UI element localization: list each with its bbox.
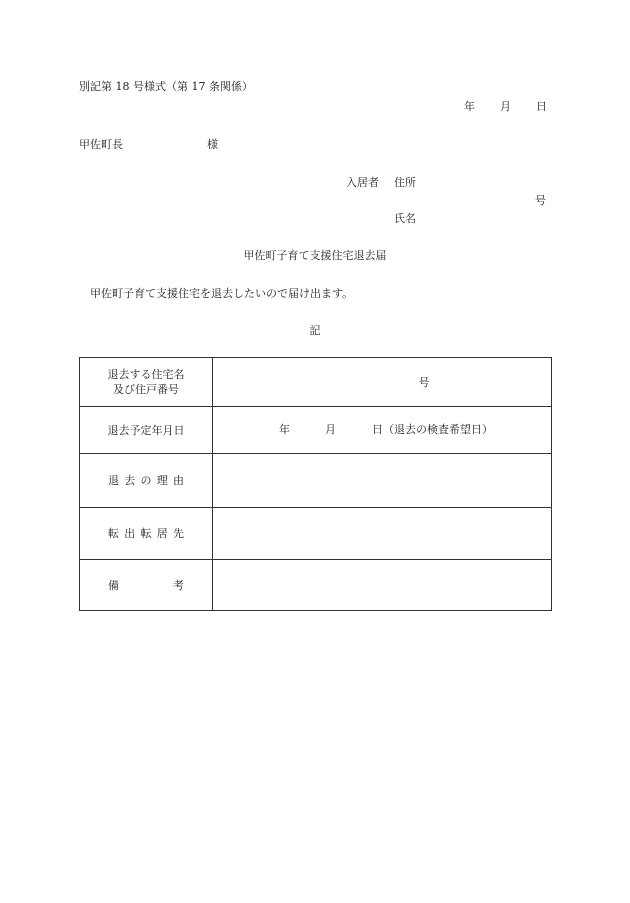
residence-number-suffix: 号 bbox=[418, 376, 430, 389]
date-month-label: 月 bbox=[500, 100, 511, 113]
table-row bbox=[80, 560, 552, 611]
addressee-title: 甲佐町長 bbox=[79, 138, 123, 151]
date-day-label: 日 bbox=[536, 100, 547, 113]
move-out-year-label: 年 bbox=[279, 423, 290, 436]
reason-label-char: 退 bbox=[108, 474, 119, 487]
applicant-label: 入居者 bbox=[346, 176, 379, 189]
new-address-label-char: 転 bbox=[140, 527, 152, 540]
remarks-value-cell[interactable] bbox=[213, 560, 552, 611]
notice-table bbox=[79, 357, 552, 611]
new-address-label-char: 居 bbox=[156, 527, 168, 540]
address-label: 住所 bbox=[394, 176, 416, 189]
remarks-label bbox=[80, 560, 213, 611]
move-out-date-label: 退去予定年月日 bbox=[80, 407, 213, 454]
table-row bbox=[80, 407, 552, 454]
residence-label-line2: 及び住戸番号 bbox=[113, 383, 179, 396]
table-row bbox=[80, 358, 552, 407]
table-row bbox=[80, 454, 552, 508]
new-address-value-cell[interactable] bbox=[213, 508, 552, 560]
remarks-label-char: 備 bbox=[108, 578, 119, 592]
addressee-honorific: 様 bbox=[207, 138, 218, 151]
move-out-month-label: 月 bbox=[325, 423, 336, 436]
residence-label-cell bbox=[80, 358, 213, 407]
date-year-label: 年 bbox=[464, 100, 475, 113]
ki-label: 記 bbox=[309, 324, 321, 337]
remarks-label-char: 考 bbox=[173, 578, 184, 592]
reason-label-char: 由 bbox=[173, 474, 184, 487]
move-out-day-label: 日（退去の検査希望日） bbox=[372, 423, 493, 436]
name-label: 氏名 bbox=[394, 212, 416, 225]
reason-label bbox=[80, 454, 213, 508]
reason-label-char: の bbox=[140, 474, 152, 487]
new-address-label bbox=[80, 508, 213, 560]
document-body: 甲佐町子育て支援住宅を退去したいので届け出ます。 bbox=[90, 287, 354, 300]
residence-label-line1: 退去する住宅名 bbox=[107, 368, 185, 381]
reason-label-char: 理 bbox=[156, 474, 168, 487]
reason-value-cell[interactable] bbox=[213, 454, 552, 508]
new-address-label-char: 転 bbox=[108, 527, 119, 540]
residence-value-cell[interactable] bbox=[213, 358, 552, 407]
address-number-suffix: 号 bbox=[535, 194, 546, 207]
move-out-date-value-cell[interactable] bbox=[213, 407, 552, 454]
new-address-label-char: 出 bbox=[124, 527, 136, 540]
reason-label-char: 去 bbox=[124, 474, 136, 487]
form-number: 別記第 18 号様式（第 17 条関係） bbox=[79, 80, 253, 93]
document-title: 甲佐町子育て支援住宅退去届 bbox=[243, 249, 387, 262]
new-address-label-char: 先 bbox=[173, 527, 184, 540]
table-row bbox=[80, 508, 552, 560]
